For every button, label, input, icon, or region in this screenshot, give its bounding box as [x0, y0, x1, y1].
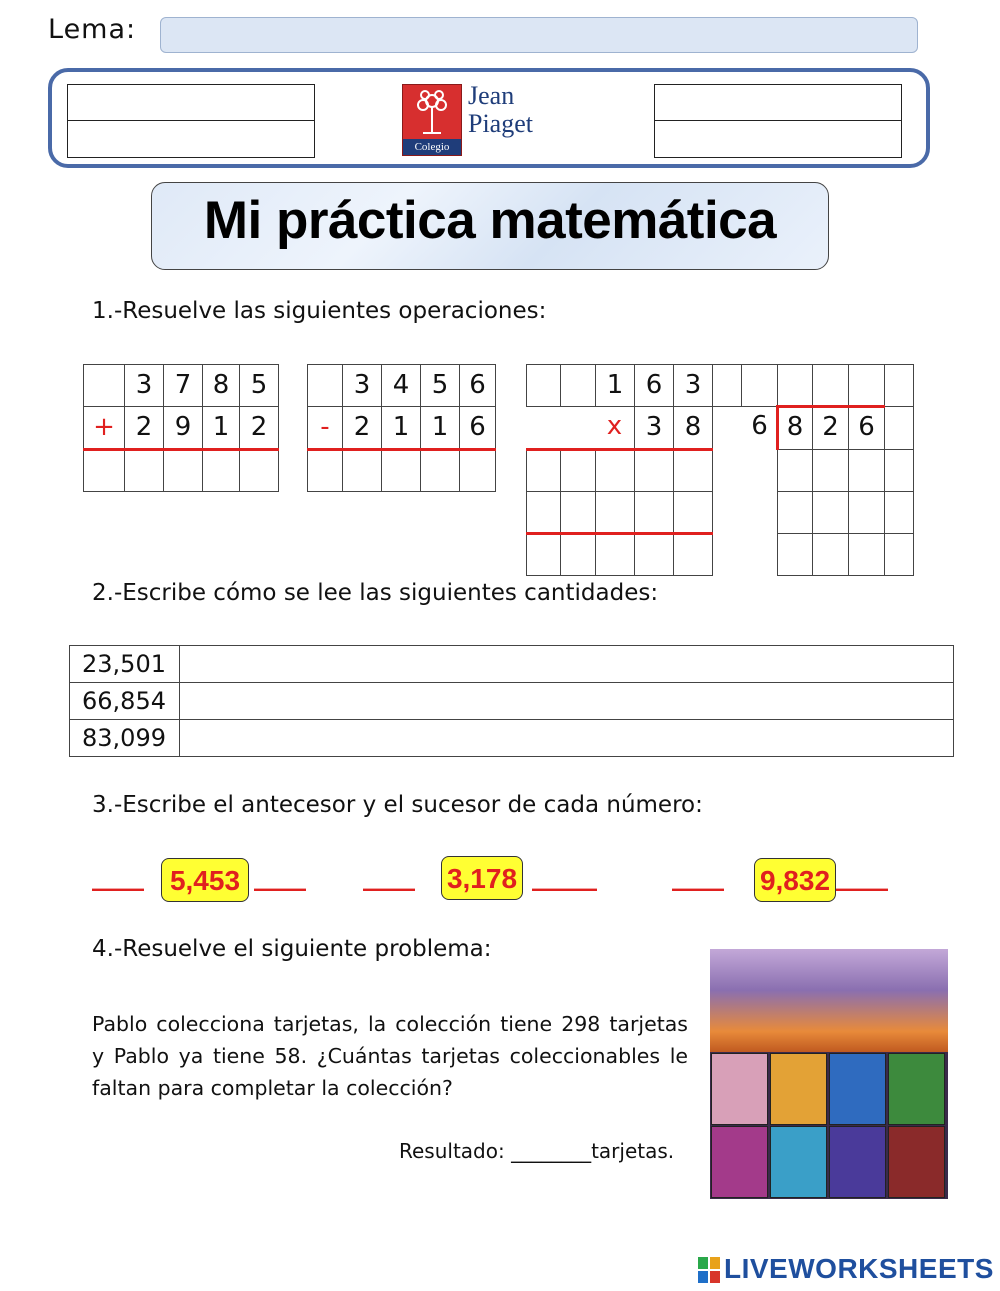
answer-cell[interactable]: [777, 533, 813, 576]
section4-title: 4.-Resuelve el siguiente problema:: [92, 936, 492, 962]
result-field[interactable]: Resultado: ________tarjetas.: [399, 1139, 675, 1163]
digit-cell: 3: [673, 364, 713, 407]
answer-cell[interactable]: [459, 449, 496, 492]
answer-cell[interactable]: [848, 449, 885, 492]
answer-cell[interactable]: [884, 491, 914, 534]
grid-cell: [884, 406, 914, 450]
grade-field[interactable]: [68, 121, 314, 157]
digit-cell: 6: [848, 406, 885, 450]
answer-cell[interactable]: [124, 449, 164, 492]
digit-cell: 3: [342, 364, 382, 407]
grid-cell: [812, 364, 849, 407]
digit-cell: 2: [812, 406, 849, 450]
answer-cell[interactable]: [848, 491, 885, 534]
header-right-box: [654, 84, 902, 158]
page-title: Mi práctica matemática: [203, 191, 777, 250]
problem-statement: Pablo colecciona tarjetas, la colección tiene 298 tarjetas y Pablo ya tiene 58. ¿Cuántas tarjetas coleccionables le faltan para completar la colección?: [92, 1012, 688, 1100]
digit-cell: 9: [163, 406, 203, 450]
answer-cell[interactable]: [526, 533, 561, 576]
multiplication-result-line: [526, 448, 713, 451]
answer-cell[interactable]: [812, 533, 849, 576]
digit-cell: 8: [202, 364, 240, 407]
answer-cell[interactable]: [307, 449, 343, 492]
answer-cell[interactable]: [634, 491, 674, 534]
digit-cell: 5: [239, 364, 279, 407]
times-sign: x: [595, 406, 635, 450]
number-badge: 9,832: [754, 858, 836, 902]
section2-title: 2.-Escribe cómo se lee las siguientes cantidades:: [92, 580, 659, 606]
digit-cell: 1: [420, 406, 460, 450]
trading-cards-image: [710, 949, 948, 1199]
answer-cell[interactable]: [673, 491, 713, 534]
answer-cell[interactable]: [560, 449, 596, 492]
lema-label: Lema:: [48, 14, 137, 45]
answer-cell[interactable]: [884, 449, 914, 492]
answer-field[interactable]: [180, 646, 954, 683]
school-name-line2: Piaget: [468, 109, 533, 138]
answer-cell[interactable]: [202, 449, 240, 492]
predecessor-blank[interactable]: ____: [92, 862, 144, 892]
grid-cell: [307, 364, 343, 407]
digit-cell: 6: [459, 406, 496, 450]
digit-cell: 7: [163, 364, 203, 407]
digit-cell: 8: [673, 406, 713, 450]
school-name: [468, 82, 533, 138]
table-row: [70, 646, 954, 683]
card-image: [711, 1053, 768, 1125]
answer-cell[interactable]: [595, 449, 635, 492]
answer-cell[interactable]: [634, 449, 674, 492]
digit-cell: 6: [634, 364, 674, 407]
predecessor-blank[interactable]: ____: [672, 862, 724, 892]
grid-cell: [741, 364, 778, 407]
card-image: [829, 1126, 886, 1198]
successor-blank[interactable]: ____: [836, 862, 888, 892]
card-image: [829, 1053, 886, 1125]
answer-field[interactable]: [180, 683, 954, 720]
division-bracket-top: [777, 405, 885, 408]
answer-cell[interactable]: [777, 491, 813, 534]
card-image: [888, 1126, 945, 1198]
number-badge: 5,453: [161, 858, 249, 902]
logo-caption: Colegio: [403, 139, 461, 155]
grid-cell: [777, 364, 813, 407]
liveworksheets-brand: LIVEWORKSHEETS: [724, 1253, 994, 1284]
digit-cell: 3: [124, 364, 164, 407]
digit-cell: 3: [634, 406, 674, 450]
school-logo-icon: [402, 84, 462, 156]
answer-cell[interactable]: [595, 533, 635, 576]
number-cell: 23,501: [70, 646, 180, 683]
answer-cell[interactable]: [526, 449, 561, 492]
name-field[interactable]: [68, 85, 314, 121]
answer-cell[interactable]: [848, 533, 885, 576]
answer-cell[interactable]: [239, 449, 279, 492]
addition-result-line: [83, 448, 279, 451]
answer-cell[interactable]: [812, 491, 849, 534]
answer-cell[interactable]: [634, 533, 674, 576]
liveworksheets-logo-icon: [698, 1257, 720, 1283]
division-bracket-side: [776, 405, 779, 450]
table-row: [70, 720, 954, 757]
answer-cell[interactable]: [342, 449, 382, 492]
grid-cell: [526, 364, 561, 407]
answer-cell[interactable]: [812, 449, 849, 492]
answer-cell[interactable]: [673, 533, 713, 576]
answer-cell[interactable]: [381, 449, 421, 492]
answer-cell[interactable]: [673, 449, 713, 492]
successor-blank[interactable]: _____: [532, 862, 597, 892]
number-cell: 83,099: [70, 720, 180, 757]
successor-blank[interactable]: ____: [254, 862, 306, 892]
multiplication-sum-line: [526, 532, 713, 535]
grid-cell: [884, 364, 914, 407]
predecessor-blank[interactable]: ____: [363, 862, 415, 892]
section1-title: 1.-Resuelve las siguientes operaciones:: [92, 298, 547, 324]
digit-cell: 5: [420, 364, 460, 407]
card-image: [711, 1126, 768, 1198]
characters-illustration: [710, 949, 948, 1052]
answer-cell[interactable]: [884, 533, 914, 576]
digit-cell: 1: [595, 364, 635, 407]
digit-cell: 6: [459, 364, 496, 407]
grid-cell: [848, 364, 885, 407]
subtraction-result-line: [307, 448, 496, 451]
digit-cell: 2: [342, 406, 382, 450]
section-field[interactable]: [655, 121, 901, 157]
numbers-table: [69, 645, 954, 757]
digit-cell: 1: [202, 406, 240, 450]
table-row: [70, 683, 954, 720]
date-field[interactable]: [655, 85, 901, 121]
digit-cell: 2: [124, 406, 164, 450]
digit-cell: 6: [751, 411, 768, 441]
answer-cell[interactable]: [777, 449, 813, 492]
answer-cell[interactable]: [560, 491, 596, 534]
answer-cell[interactable]: [526, 491, 561, 534]
answer-cell[interactable]: [83, 449, 125, 492]
school-name-line1: Jean: [468, 81, 515, 110]
grid-cell: [83, 364, 125, 407]
answer-field[interactable]: [180, 720, 954, 757]
card-image: [770, 1126, 827, 1198]
header-left-box: [67, 84, 315, 158]
answer-cell[interactable]: [163, 449, 203, 492]
plus-sign: +: [83, 406, 125, 450]
grid-cell: [560, 364, 596, 407]
card-image: [770, 1053, 827, 1125]
section3-title: 3.-Escribe el antecesor y el sucesor de cada número:: [92, 792, 703, 818]
lema-input[interactable]: [160, 17, 918, 53]
grid-cell: [712, 364, 742, 407]
minus-sign: -: [307, 406, 343, 450]
answer-cell[interactable]: [560, 533, 596, 576]
number-cell: 66,854: [70, 683, 180, 720]
card-image: [888, 1053, 945, 1125]
number-badge: 3,178: [441, 856, 523, 900]
digit-cell: 8: [777, 406, 813, 450]
digit-cell: 2: [239, 406, 279, 450]
digit-cell: 4: [381, 364, 421, 407]
answer-cell[interactable]: [595, 491, 635, 534]
answer-cell[interactable]: [420, 449, 460, 492]
digit-cell: 1: [381, 406, 421, 450]
